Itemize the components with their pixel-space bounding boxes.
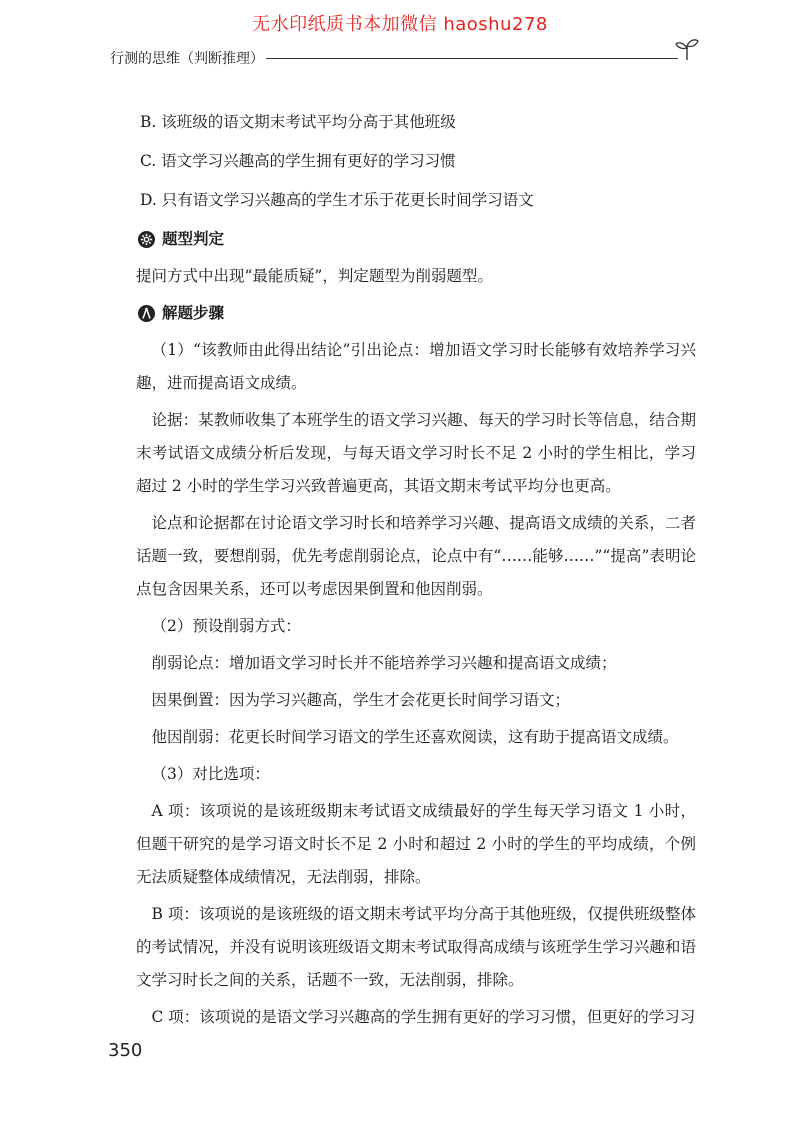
page-content — [136, 106, 696, 1038]
option-d: D. 只有语文学习兴趣高的学生才乐于花更长时间学习语文 — [140, 191, 534, 209]
section-heading-question-type — [138, 223, 696, 256]
compass-icon — [138, 305, 155, 322]
gear-icon — [138, 231, 155, 248]
step-1-paragraph: （1）“该教师由此得出结论”引出论点：增加语文学习时长能够有效培养学习兴趣，进而提高语文成绩。 — [136, 341, 696, 392]
sprout-icon — [674, 36, 700, 62]
section-heading-label: 题型判定 — [162, 230, 225, 248]
analysis-paragraph: 论点和论据都在讨论语文学习时长和培养学习兴趣、提高语文成绩的关系，二者话题一致，要想削弱，优先考虑削弱论点，论点中有“……能够……”“提高”表明论点包含因果关系，还可以考虑因果倒置和他因削弱。 — [136, 514, 696, 598]
section-heading-solution-steps — [138, 297, 696, 330]
option-a-analysis: A 项：该项说的是该班级期末考试语文成绩最好的学生每天学习语文 1 小时，但题干研究的是学习语文时长不足 2 小时和超过 2 小时的学生的平均成绩，个例无法质疑整体成绩情况，无法削弱，排除。 — [136, 802, 696, 886]
alternative-cause-line: 他因削弱：花更长时间学习语文的学生还喜欢阅读，这有助于提高语文成绩。 — [151, 728, 679, 746]
option-c: C. 语文学习兴趣高的学生拥有更好的学习习惯 — [140, 152, 456, 170]
evidence-paragraph: 论据：某教师收集了本班学生的语文学习兴趣、每天的学习时长等信息，结合期末考试语文成绩分析后发现，与每天语文学习时长不足 2 小时的学生相比，学习超过 2 小时的学生学习兴致普遍更高，其语文期末考试平均分也更高。 — [136, 411, 696, 495]
step-3-heading: （3）对比选项： — [151, 765, 270, 783]
page-number: 350 — [108, 1040, 143, 1061]
option-b: B. 该班级的语文期末考试平均分高于其他班级 — [140, 113, 456, 131]
option-c-analysis: C 项：该项说的是语文学习兴趣高的学生拥有更好的学习习惯，但更好的学习习 — [151, 1008, 696, 1026]
book-title: 行测的思维（判断推理） — [110, 51, 264, 67]
header-rule — [266, 58, 678, 59]
weaken-argument-line: 削弱论点：增加语文学习时长并不能培养学习兴趣和提高语文成绩； — [151, 654, 617, 672]
reverse-causation-line: 因果倒置：因为学习兴趣高，学生才会花更长时间学习语文； — [151, 691, 571, 709]
step-2-heading: （2）预设削弱方式： — [151, 617, 301, 635]
question-type-text: 提问方式中出现“最能质疑”，判定题型为削弱题型。 — [136, 267, 493, 285]
running-header — [110, 46, 700, 68]
section-heading-label: 解题步骤 — [162, 304, 225, 322]
option-b-analysis: B 项：该项说的是该班级的语文期末考试平均分高于其他班级，仅提供班级整体的考试情况，并没有说明该班级语文期末考试取得高成绩与该班学生学习兴趣和语文学习时长之间的关系，话题不一致，无法削弱，排除。 — [136, 905, 696, 989]
watermark-text: 无水印纸质书本加微信 haoshu278 — [252, 14, 548, 35]
